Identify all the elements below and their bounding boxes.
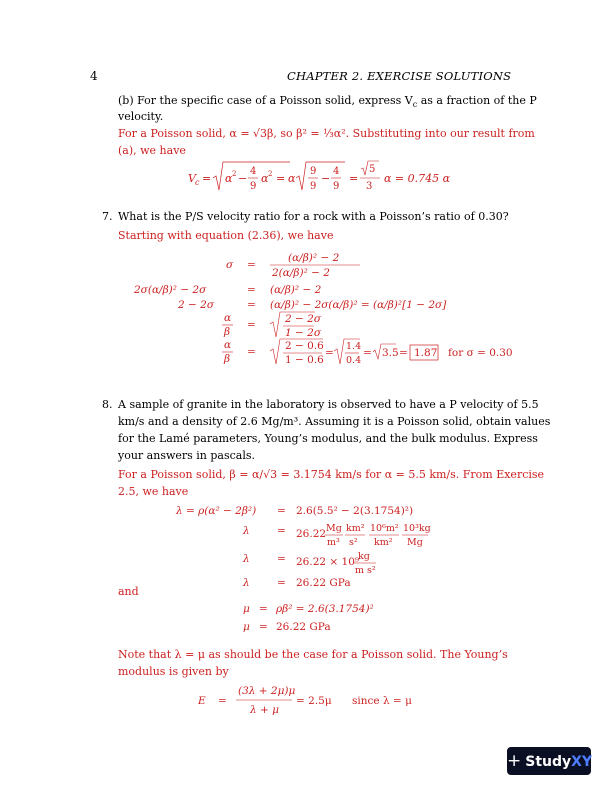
svg-text:= 2.5μ: = 2.5μ [296, 695, 332, 707]
svg-text:V: V [188, 172, 196, 185]
svg-text:=: = [247, 284, 256, 296]
svg-text:2 − 2σ: 2 − 2σ [178, 299, 215, 311]
svg-text:9: 9 [310, 166, 317, 177]
svg-text:=: = [259, 621, 268, 633]
and-text: and [118, 585, 139, 598]
q8-question-line1: A sample of granite in the laboratory is observed to have a P velocity of 5.5 [118, 398, 539, 411]
svg-text:λ: λ [243, 553, 250, 565]
q6b-question-line2: velocity. [118, 110, 164, 123]
svg-text:=: = [247, 299, 256, 311]
since-text: since λ = μ [352, 695, 412, 707]
q8-answer-line2: 2.5, we have [118, 485, 189, 498]
q7-question: What is the P/S velocity ratio for a rock with a Poisson’s ratio of 0.30? [118, 210, 509, 223]
svg-text:=: = [363, 347, 372, 359]
svg-text:1 − 0.6: 1 − 0.6 [285, 354, 324, 366]
svg-text:kg: kg [358, 551, 370, 562]
svg-text:2: 2 [232, 170, 237, 178]
lambda-derivation [120, 500, 480, 602]
svg-text:9: 9 [250, 181, 257, 192]
svg-text:Mg: Mg [407, 537, 423, 548]
svg-text:0.4: 0.4 [346, 355, 362, 366]
q7-answer-intro: Starting with equation (2.36), we have [118, 229, 334, 242]
svg-text:α: α [224, 312, 232, 324]
svg-text:=: = [247, 319, 256, 331]
logo-text: StudyXY [525, 754, 593, 770]
svg-text:2σ(α/β)² − 2σ: 2σ(α/β)² − 2σ [134, 284, 207, 296]
svg-text:=: = [277, 577, 286, 589]
svg-text:α: α [261, 172, 269, 185]
svg-text:km²: km² [346, 523, 365, 534]
young-modulus-equation [120, 680, 480, 720]
svg-text:=: = [247, 259, 256, 271]
svg-text:1 − 2σ: 1 − 2σ [285, 327, 322, 339]
svg-text:E: E [198, 695, 206, 707]
svg-text:26.22 GPa: 26.22 GPa [276, 621, 331, 633]
svg-text:α: α [288, 172, 296, 185]
svg-text:−: − [321, 172, 331, 185]
svg-text:α: α [225, 172, 233, 185]
note-line2: modulus is given by [118, 665, 229, 678]
q8-question-line3: for the Lamé parameters, Young’s modulus, and the bulk modulus. Express [118, 432, 538, 445]
plus-icon: + [507, 751, 522, 771]
q8-question-line2: km/s and a density of 2.6 Mg/m³. Assuming it is a Poisson solid, obtain values [118, 415, 551, 428]
vc-result: α = 0.745 α [384, 172, 451, 185]
svg-text:26.22 GPa: 26.22 GPa [296, 577, 351, 589]
svg-text:2 − 0.6: 2 − 0.6 [285, 340, 324, 352]
svg-text:km²: km² [374, 537, 393, 548]
svg-text:26.22 × 10⁹: 26.22 × 10⁹ [296, 556, 360, 568]
svg-text:4: 4 [250, 166, 257, 177]
svg-text:9: 9 [333, 181, 340, 192]
svg-text:=: = [277, 553, 286, 565]
svg-text:(α/β)² − 2: (α/β)² − 2 [288, 252, 340, 264]
svg-text:=: = [349, 172, 359, 185]
q7-condition: for σ = 0.30 [448, 347, 513, 359]
vc-equation [180, 158, 480, 196]
svg-text:β: β [224, 353, 231, 365]
svg-text:=: = [277, 525, 286, 537]
svg-text:c: c [195, 178, 200, 187]
svg-text:(3λ + 2μ)μ: (3λ + 2μ)μ [238, 685, 296, 697]
svg-text:m³: m³ [327, 537, 340, 548]
svg-text:μ: μ [243, 621, 250, 633]
q6b-answer-line2: (a), we have [118, 144, 186, 157]
svg-text:3.5: 3.5 [382, 347, 399, 359]
studyxy-logo [507, 747, 591, 775]
svg-text:9: 9 [310, 181, 317, 192]
svg-text:=: = [259, 603, 268, 615]
mu-derivation [120, 596, 480, 642]
svg-text:5: 5 [369, 164, 376, 175]
svg-text:σ: σ [226, 259, 234, 271]
svg-text:=: = [276, 172, 286, 185]
chapter-header: CHAPTER 2. EXERCISE SOLUTIONS [287, 69, 512, 83]
svg-text:Mg: Mg [326, 523, 342, 534]
svg-text:=: = [202, 172, 212, 185]
q8-number: 8. [102, 398, 113, 411]
q6b-question-line1: (b) For the specific case of a Poisson solid, express $V_c$ as a fraction of the P [118, 94, 537, 110]
svg-text:2 − 2σ: 2 − 2σ [285, 313, 322, 325]
svg-text:α: α [224, 339, 232, 351]
q8-answer-line1: For a Poisson solid, β = α/√3 = 3.1754 km/s for α = 5.5 km/s. From Exercise [118, 468, 545, 481]
svg-text:−: − [238, 172, 248, 185]
svg-text:β: β [224, 326, 231, 338]
q6b-answer-line1: For a Poisson solid, α = √3β, so β² = ⅓α². Substituting into our result from [118, 127, 535, 140]
svg-text:=: = [325, 347, 334, 359]
note-line1: Note that λ = μ as should be the case for a Poisson solid. The Young’s [118, 648, 508, 661]
svg-text:μ: μ [243, 603, 250, 615]
q7-boxed-result: 1.87 [414, 347, 438, 359]
q7-number: 7. [102, 210, 113, 223]
svg-text:3: 3 [366, 181, 373, 192]
logo-text-accent: XY [571, 754, 593, 770]
svg-text:s²: s² [349, 537, 358, 548]
svg-text:ρβ² = 2.6(3.1754)²: ρβ² = 2.6(3.1754)² [276, 603, 374, 615]
q8-question-line4: your answers in pascals. [118, 449, 256, 462]
svg-text:m s²: m s² [355, 565, 376, 576]
q7-derivation [120, 248, 513, 370]
svg-text:λ = ρ(α² − 2β²): λ = ρ(α² − 2β²) [176, 505, 257, 517]
svg-text:4: 4 [333, 166, 340, 177]
svg-text:(α/β)² − 2: (α/β)² − 2 [270, 284, 322, 296]
svg-text:(α/β)² − 2σ(α/β)² = (α/β)²[1 −: (α/β)² − 2σ(α/β)² = (α/β)²[1 − 2σ] [270, 299, 447, 311]
svg-text:=: = [399, 347, 408, 359]
svg-text:=: = [218, 695, 227, 707]
svg-text:2: 2 [268, 170, 273, 178]
svg-text:1.4: 1.4 [346, 341, 362, 352]
svg-text:λ + μ: λ + μ [250, 704, 279, 716]
svg-text:λ: λ [243, 525, 250, 537]
svg-text:26.22: 26.22 [296, 528, 327, 540]
svg-text:λ: λ [243, 577, 250, 589]
page-number: 4 [90, 69, 98, 83]
svg-text:=: = [277, 505, 286, 517]
svg-text:=: = [247, 346, 256, 358]
svg-text:10⁶m²: 10⁶m² [370, 523, 399, 534]
svg-text:2.6(5.5² − 2(3.1754)²): 2.6(5.5² − 2(3.1754)²) [296, 505, 414, 517]
svg-text:2(α/β)² − 2: 2(α/β)² − 2 [272, 267, 330, 279]
svg-text:10³kg: 10³kg [403, 523, 431, 534]
